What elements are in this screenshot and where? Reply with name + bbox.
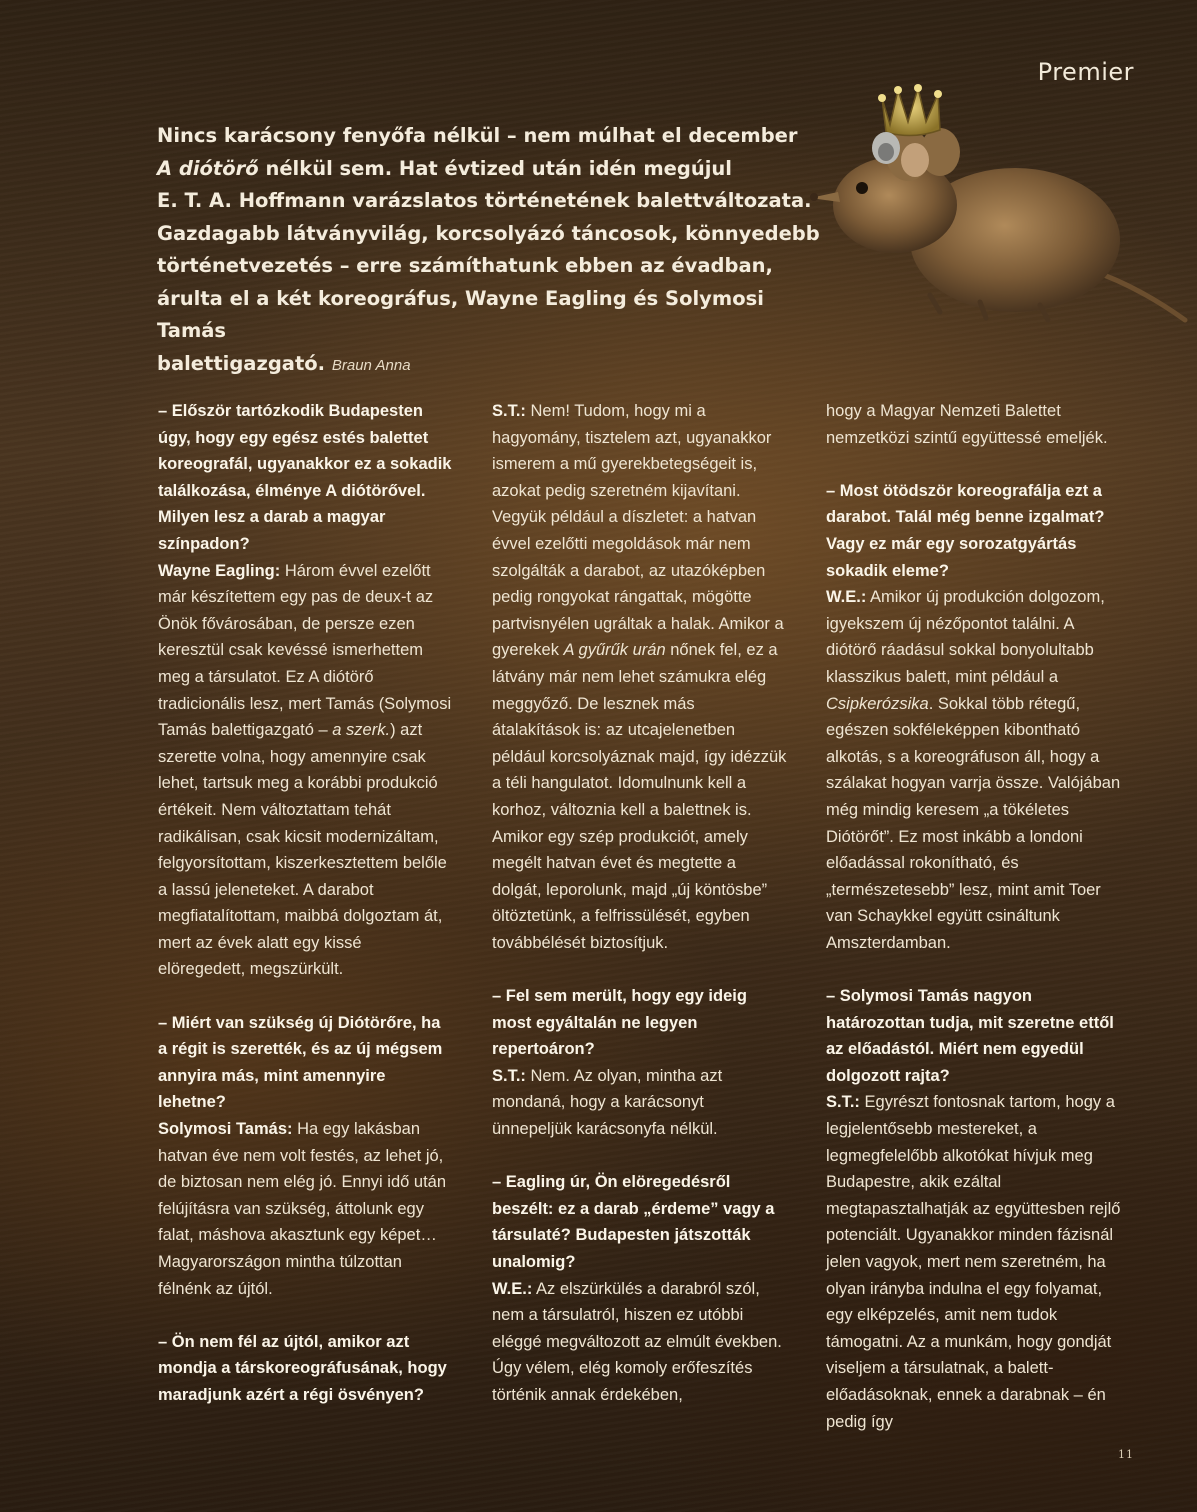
lead-line: E. T. A. Hoffmann varázslatos történetének balettváltozata. — [157, 189, 812, 212]
speaker-name: Solymosi Tamás: — [158, 1120, 293, 1139]
interview-question: – Ön nem fél az újtól, amikor azt mondja a társkoreográfusának, hogy maradjunk azért a régi ösvényen? — [158, 1332, 447, 1404]
speaker-name: S.T.: — [492, 1066, 526, 1085]
interview-question: – Solymosi Tamás nagyon határozottan tudja, mit szeretne ettől az előadástól. Miért nem egyedül dolgozott rajta? — [826, 987, 1114, 1085]
answer-text: Ha egy lakásban hatvan éve nem volt festés, az lehet jó, de biztosan nem elég jó. Ennyi idő után felújításra van szükség, áttolunk egy falat, máshova akasztunk egy képet… Magyarországon mintha túlzottan félnénk az újtól. — [158, 1120, 447, 1298]
answer-text: Egyrészt fontosnak tartom, hogy a legjelentősebb mestereket, a legmegfelelőbb alkotókat hívjuk meg Budapestre, akik ezáltal megtapasztalhatják az együttesben rejlő potenciált. Ugyanakkor minden fázisnál jelen vagyok, mert nem szeretném, ha olyan irányba indulna el egy folyamat, egy elképzelés, amit nem tudok támogatni. Az a munkám, hogy gondját viseljem a társulatnak, a balett-előadásoknak, ennek a darabnak – én pedig így — [826, 1093, 1121, 1431]
interview-answer: hogy a Magyar Nemzeti Balettet nemzetközi szintű együttessé emeljék. — [826, 402, 1108, 447]
page-number: 11 — [1118, 1448, 1134, 1461]
interview-question: – Fel sem merült, hogy egy ideig most egyáltalán ne legyen repertoáron? — [492, 987, 747, 1059]
answer-italic: A gyűrűk urán — [563, 641, 666, 660]
answer-text: Amikor új produkción dolgozom, igyekszem új nézőpontot találni. A diótörő ráadásul sokkal bonyolultabb klasszikus balett, mint például a — [826, 588, 1105, 686]
lead-line: Gazdagabb látványvilág, korcsolyázó táncosok, könnyedebb — [157, 221, 820, 245]
interview-answer — [158, 558, 453, 984]
interview-answer — [826, 1089, 1121, 1435]
speaker-name: W.E.: — [492, 1279, 533, 1298]
answer-text: Nem! Tudom, hogy mi a hagyomány, tisztelem azt, ugyanakkor ismerem a mű gyerekbetegségeit is, azokat pedig szeretném kijavítani. Vegyük például a díszletet: a hatvan évvel ezelőtti megoldások már nem szolgálták a darabot, az utazóképben pedig rongyokat rángattak, mögötte partvisnyélen ugráltak a halak. Amikor a gyerekek — [492, 402, 784, 660]
lead-line: történetvezetés – erre számíthatunk ebben az évadban, — [157, 254, 773, 277]
lead-line: Nincs karácsony fenyőfa nélkül – nem múlhat el december — [157, 124, 798, 147]
lead-line: nélkül sem. Hat évtized után idén megújul — [258, 156, 732, 180]
interview-answer — [492, 1063, 787, 1143]
answer-italic: a szerk. — [332, 721, 391, 740]
speaker-name: W.E.: — [826, 588, 867, 607]
lead-paragraph — [157, 120, 837, 382]
answer-text: nőnek fel, ez a látvány már nem lehet számukra elég meggyőző. De lesznek más átalakítások is: az utcajelenetben például korcsolyáznak majd, így idézzük a téli hangulatot. Idomulnunk kell a korhoz, változnia kell a balettnek is. Amikor egy szép produkciót, amely megélt hatvan évet és megtette a dolgát, leporolunk, majd „új köntösbe” öltöztetünk, a felfrissülését, egyben továbbélését biztosítjuk. — [492, 641, 787, 952]
interview-answer — [492, 398, 787, 956]
answer-italic: Csipkerózsika — [826, 694, 929, 713]
article-column-3 — [826, 398, 1121, 1435]
answer-text: Nem. Az olyan, mintha azt mondaná, hogy a karácsonyt ünnepeljük karácsonyfa nélkül. — [492, 1066, 723, 1139]
speaker-name: S.T.: — [492, 402, 526, 420]
speaker-name: S.T.: — [826, 1093, 860, 1112]
answer-text: Az elszürkülés a darabról szól, nem a társulatról, hiszen ez utóbbi eléggé megváltozott az elmúlt években. Úgy vélem, elég komoly erőfeszítés történik annak érdekében, — [492, 1279, 782, 1404]
answer-text: . Sokkal több rétegű, egészen sokféleképpen kibontható alkotás, s a koreográfuson áll, hogy a szálakat hogyan varrja össze. Valójában még mindig keresem „a tökéletes Diótörőt”. Ez most inkább a londoni előadással rokonítható, és „természetesebb” lesz, mint amit Toer van Schaykkel együtt csináltunk Amszterdamban. — [826, 694, 1121, 952]
section-label: Premier — [1037, 58, 1134, 86]
crowned-mouse-illustration — [790, 80, 1190, 330]
interview-answer — [492, 1276, 787, 1409]
interview-answer — [158, 1116, 453, 1302]
interview-question: – Eagling úr, Ön elöregedésről beszélt: ez a darab „érdeme” vagy a társulaté? Budapesten játszották unalomig? — [492, 1173, 775, 1271]
lead-line: balettigazgató. — [157, 351, 326, 375]
article-column-1 — [158, 398, 453, 1409]
answer-text: Három évvel ezelőtt már készítettem egy pas de deux-t az Önök fővárosában, de persze ezen keresztül csak kevéssé ismerhettem meg a társulatot. Ez A diótörő tradicionális lesz, mert Tamás (Solymosi Tamás balettigazgató – — [158, 561, 452, 740]
lead-title-italic: A diótörő — [157, 156, 259, 180]
article-column-2 — [492, 398, 787, 1409]
author-byline: Braun Anna — [331, 356, 411, 374]
interview-answer — [826, 584, 1121, 956]
interview-question: – Most ötödször koreografálja ezt a darabot. Talál még benne izgalmat? Vagy ez már egy sorozatgyártás sokadik eleme? — [826, 481, 1105, 580]
answer-text: ) azt szerette volna, hogy amennyire csak lehet, tartsuk meg a korábbi produkció értékeit. Nem változtattam tehát radikálisan, csak kicsit modernizáltam, felgyorsítottam, kiszerkesztettem belőle a lassú jeleneteket. A darabot megfiatalítottam, maibbá dolgoztam át, mert az évek alatt egy kissé elöregedett, megszürkült. — [158, 721, 447, 979]
interview-question: – Miért van szükség új Diótörőre, ha a régit is szerették, és az új mégsem annyira más, mint amennyire lehetne? — [158, 1013, 443, 1112]
interview-question: – Először tartózkodik Budapesten úgy, hogy egy egész estés balettet koreografál, ugyanakkor ez a sokadik találkozása, élménye A diótörővel. Milyen lesz a darab a magyar színpadon? — [158, 402, 452, 553]
lead-line: árulta el a két koreográfus, Wayne Eagling és Solymosi Tamás — [157, 286, 764, 342]
speaker-name: Wayne Eagling: — [158, 561, 281, 580]
